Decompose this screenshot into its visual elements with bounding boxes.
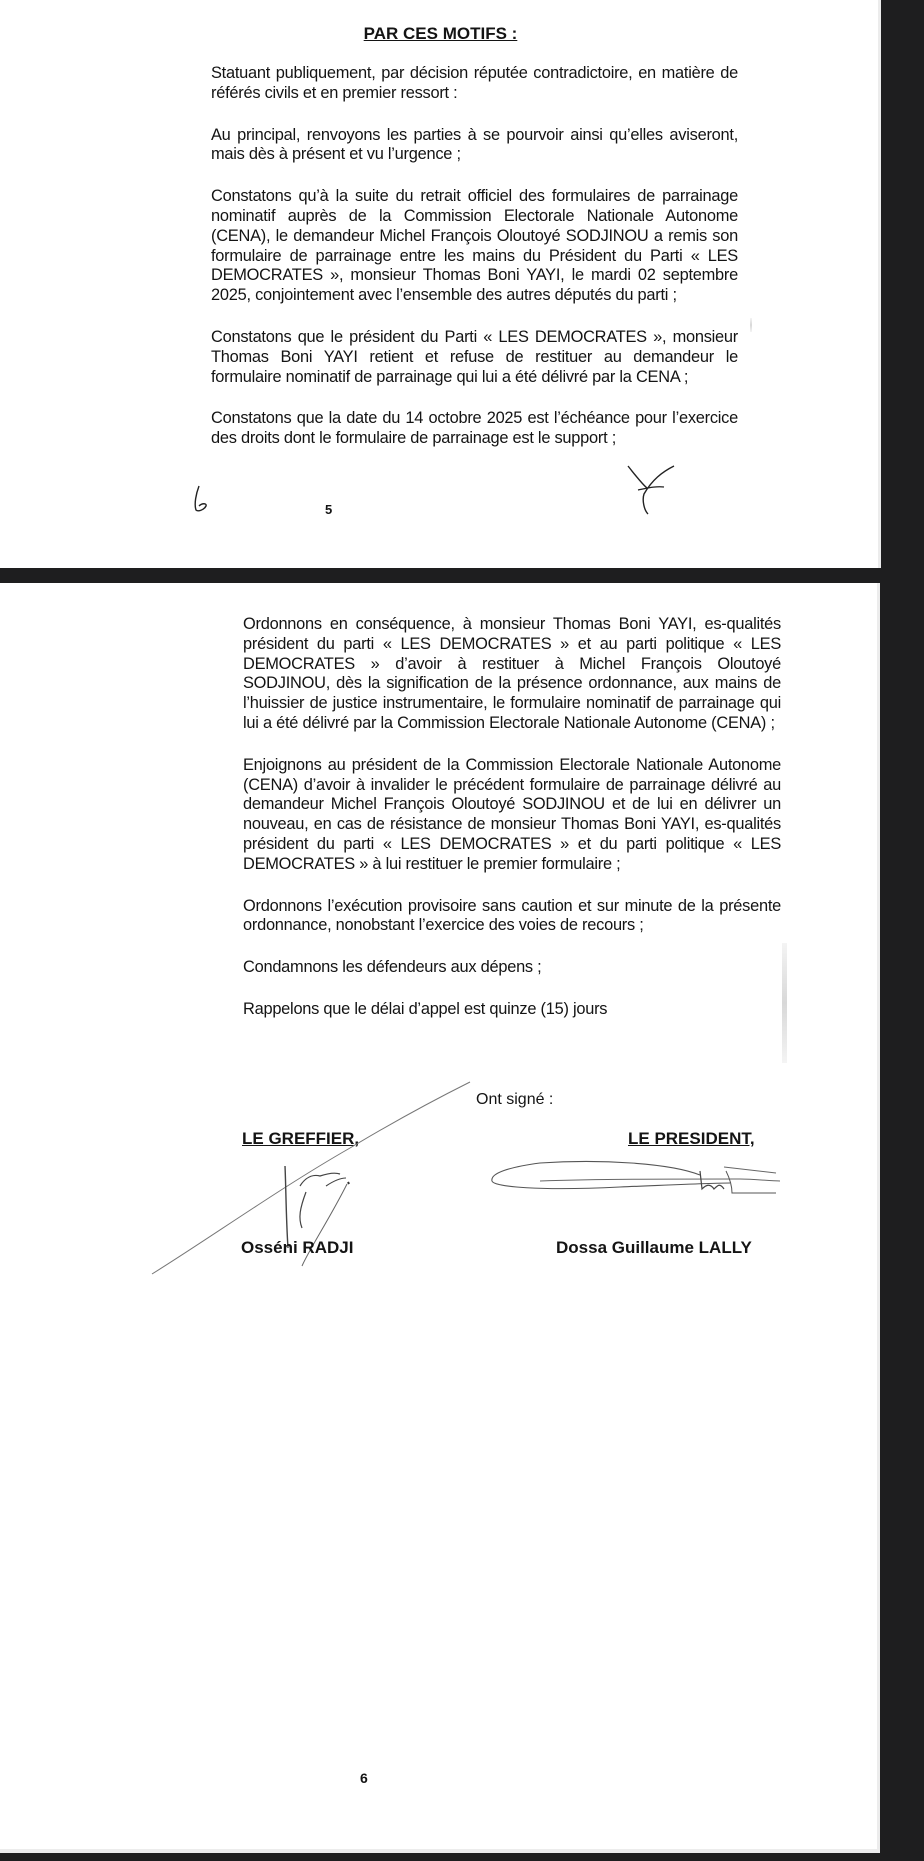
- paragraph-rappelons: Rappelons que le délai d’appel est quinze (15) jours: [243, 999, 608, 1018]
- body-text-page-6: [243, 615, 781, 1020]
- paragraph-au-principal: Au principal, renvoyons les parties à se pourvoir ainsi qu’elles aviseront, mais dès à présent et vu l’urgence ;: [211, 125, 738, 164]
- president-signature: [480, 1143, 780, 1223]
- paragraph-constatons-refus: Constatons que le président du Parti « LES DEMOCRATES », monsieur Thomas Boni YAYI retient et refuse de restituer au demandeur le formulaire nominatif de parrainage qui lui a été délivré par la CENA ;: [211, 327, 738, 386]
- page-number-5: 5: [325, 502, 333, 517]
- page-number-6: 6: [360, 1770, 368, 1786]
- section-heading: PAR CES MOTIFS :: [363, 24, 518, 43]
- president-title: LE PRESIDENT,: [628, 1129, 755, 1148]
- clerk-name: Osséni RADJI: [241, 1238, 354, 1257]
- paragraph-constatons-echeance: Constatons que la date du 14 octobre 2025 est l’échéance pour l’exercice des droits dont le formulaire de parrainage est le support ;: [211, 409, 738, 448]
- paragraph-ordonnons-restitution: Ordonnons en conséquence, à monsieur Thomas Boni YAYI, es-qualités président du parti « LES DEMOCRATES » et au parti politique « LES DEMOCRATES » d’avoir à restituer à Michel François Oloutoyé SODJINOU, dès la signification de la présence ordonnance, aux mains de l’huissier de justice instrumentaire, le formulaire nominatif de parrainage qui lui a été délivré par la Commission Electorale Nationale Autonome (CENA) ;: [243, 615, 781, 732]
- paragraph-execution-provisoire: Ordonnons l’exécution provisoire sans caution et sur minute de la présente ordonnance, nonobstant l’exercice des voies de recours ;: [243, 896, 781, 935]
- page-separator: [0, 568, 881, 583]
- paragraph-constatons-retrait: Constatons qu’à la suite du retrait officiel des formulaires de parrainage nominatif auprès de la Commission Electorale Nationale Autonome (CENA), le demandeur Michel François Oloutoyé SODJINOU a remis son formulaire de parrainage entre les mains du Président du Parti « LES DEMOCRATES », monsieur Thomas Boni YAYI, le mardi 02 septembre 2025, conjointement avec l’ensemble des autres députés du parti ;: [211, 187, 738, 305]
- handwritten-initial-left: [190, 484, 220, 514]
- handwritten-initial-right: [622, 460, 682, 520]
- signed-label: Ont signé :: [476, 1091, 554, 1108]
- paragraph-enjoignons: Enjoignons au président de la Commission Electorale Nationale Autonome (CENA) d’avoir à invalider le précédent formulaire de parrainage délivré au demandeur Michel François Oloutoyé SODJINOU et de lui en délivrer un nouveau, en cas de résistance de monsieur Thomas Boni YAYI, es-qualités président du parti « LES DEMOCRATES » et du parti politique « LES DEMOCRATES » à lui restituer le premier formulaire ;: [243, 755, 781, 873]
- president-name: Dossa Guillaume LALLY: [556, 1238, 752, 1257]
- paragraph-statuant: Statuant publiquement, par décision réputée contradictoire, en matière de référés civils et en premier ressort :: [211, 64, 738, 102]
- document-page-5: [0, 0, 881, 568]
- clerk-title: LE GREFFIER,: [242, 1129, 360, 1148]
- paragraph-condamnons: Condamnons les défendeurs aux dépens ;: [243, 958, 542, 977]
- scan-mark: [750, 318, 752, 332]
- document-page-6: [0, 583, 880, 1853]
- scan-mark: [782, 943, 787, 1063]
- body-text-page-5: [211, 64, 738, 449]
